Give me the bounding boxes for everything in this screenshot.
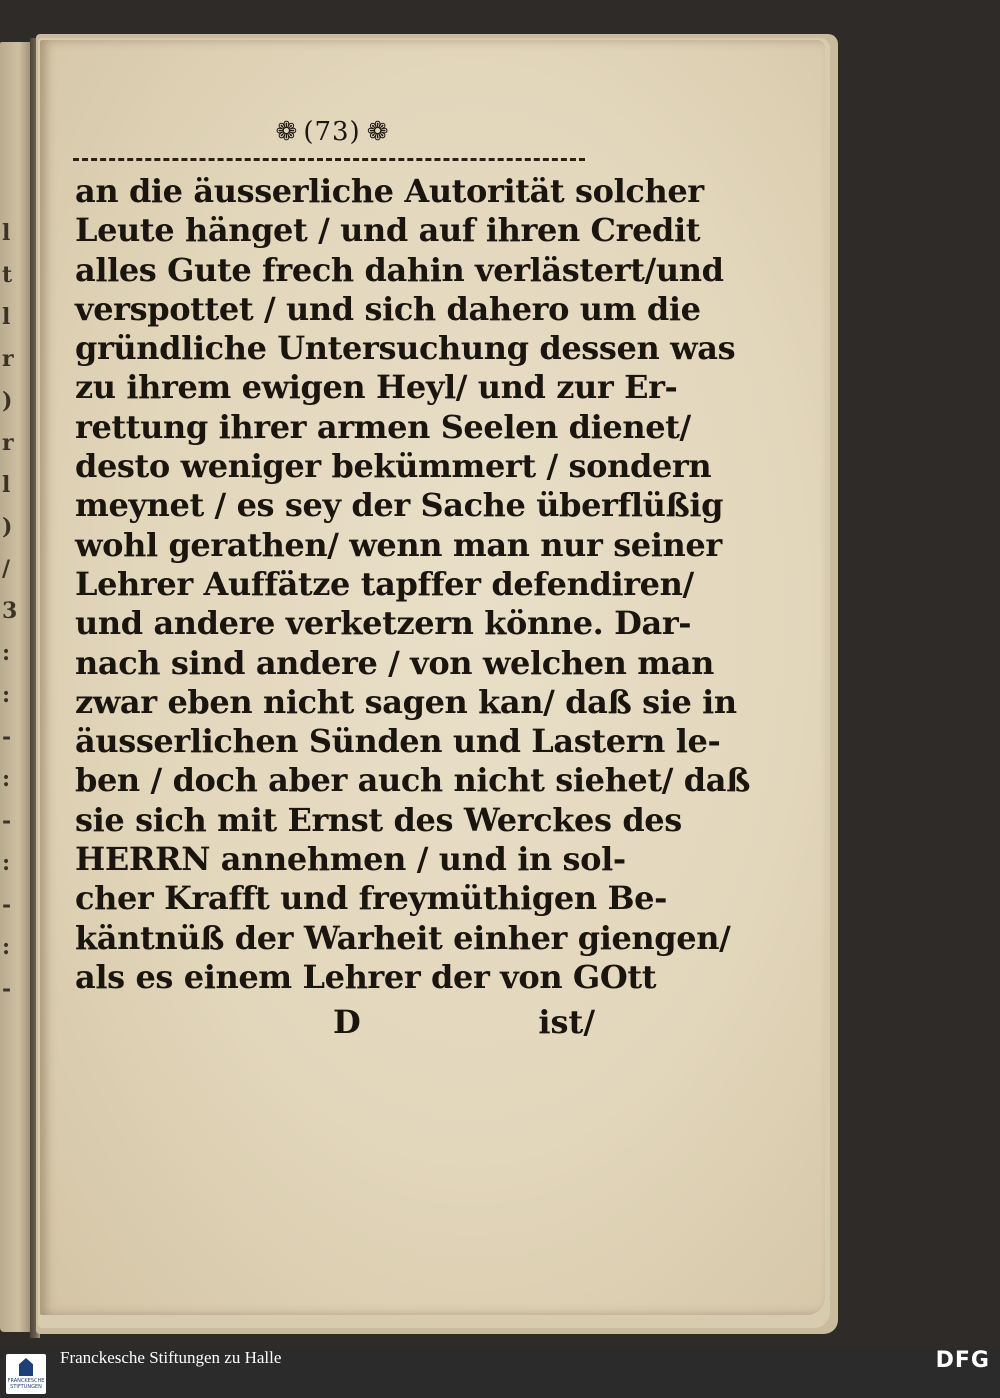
catchword: ist/ xyxy=(538,1003,595,1041)
text-line: sie sich mit Ernst des Werckes des xyxy=(75,800,682,839)
text-line: Leute hänget / und auf ihren Credit xyxy=(75,211,701,250)
dfg-logo[interactable]: DFG xyxy=(935,1348,990,1373)
text-line: alles Gute frech dahin verlästert/und xyxy=(75,250,724,289)
logo-caption: FRANCKESCHE STIFTUNGEN xyxy=(7,1378,45,1390)
margin-mark: : xyxy=(2,682,11,708)
text-line: ben / doch aber auch nicht siehet/ daß xyxy=(75,761,751,800)
margin-mark: : xyxy=(2,850,11,876)
signature-mark: D xyxy=(333,1003,361,1041)
text-line: käntnüß der Warheit einher giengen/ xyxy=(75,918,731,957)
ornament-right-icon: ❁ xyxy=(366,117,389,147)
text-line: verspottet / und sich dahero um die xyxy=(75,289,701,328)
page-number: (73) xyxy=(303,117,361,147)
text-line: HERRN annehmen / und in sol- xyxy=(75,840,626,879)
body-text xyxy=(75,172,751,997)
text-line: äusserlichen Sünden und Lastern le- xyxy=(75,722,721,761)
text-line: meynet / es sey der Sache überflüßig xyxy=(75,486,724,525)
building-icon xyxy=(19,1358,33,1376)
ornament-left-icon: ❁ xyxy=(275,117,298,147)
text-line: nach sind andere / von welchen man xyxy=(75,643,714,682)
margin-mark: l xyxy=(2,472,11,498)
margin-mark: l xyxy=(2,304,11,330)
margin-mark: t xyxy=(2,262,13,288)
margin-mark: : xyxy=(2,640,11,666)
text-line: cher Krafft und freymüthigen Be- xyxy=(75,879,667,918)
left-page-margin-marks xyxy=(2,212,16,1010)
margin-mark: ) xyxy=(2,514,13,540)
margin-mark: r xyxy=(2,430,14,456)
margin-mark: - xyxy=(2,892,12,918)
margin-mark: - xyxy=(2,724,12,750)
left-facing-page xyxy=(0,42,34,1332)
footer-bar xyxy=(0,1348,1000,1398)
page-header xyxy=(242,110,422,154)
text-line: wohl gerathen/ wenn man nur seiner xyxy=(75,525,722,564)
margin-mark: - xyxy=(2,976,12,1002)
margin-mark: ) xyxy=(2,388,13,414)
institution-logo[interactable] xyxy=(6,1354,46,1394)
text-line: als es einem Lehrer der von GOtt xyxy=(75,957,657,996)
page-foot xyxy=(75,1003,595,1049)
margin-mark: - xyxy=(2,808,12,834)
text-line: zu ihrem ewigen Heyl/ und zur Er- xyxy=(75,368,678,407)
text-line: Lehrer Auffätze tapffer defendiren/ xyxy=(75,564,694,603)
margin-mark: : xyxy=(2,934,11,960)
text-line: rettung ihrer armen Seelen dienet/ xyxy=(75,407,691,446)
text-line: an die äusserliche Autorität solcher xyxy=(75,172,704,210)
margin-mark: : xyxy=(2,766,11,792)
text-line: desto weniger bekümmert / sondern xyxy=(75,447,712,486)
text-line: gründliche Untersuchung dessen was xyxy=(75,329,736,368)
text-line: und andere verketzern könne. Dar- xyxy=(75,604,692,643)
margin-mark: / xyxy=(2,556,11,582)
text-line: zwar eben nicht sagen kan/ daß sie in xyxy=(75,682,737,721)
margin-mark: r xyxy=(2,346,14,372)
margin-mark: l xyxy=(2,220,11,246)
header-rule xyxy=(73,158,585,161)
margin-mark: 3 xyxy=(2,598,18,624)
institution-name[interactable]: Franckesche Stiftungen zu Halle xyxy=(60,1348,282,1367)
